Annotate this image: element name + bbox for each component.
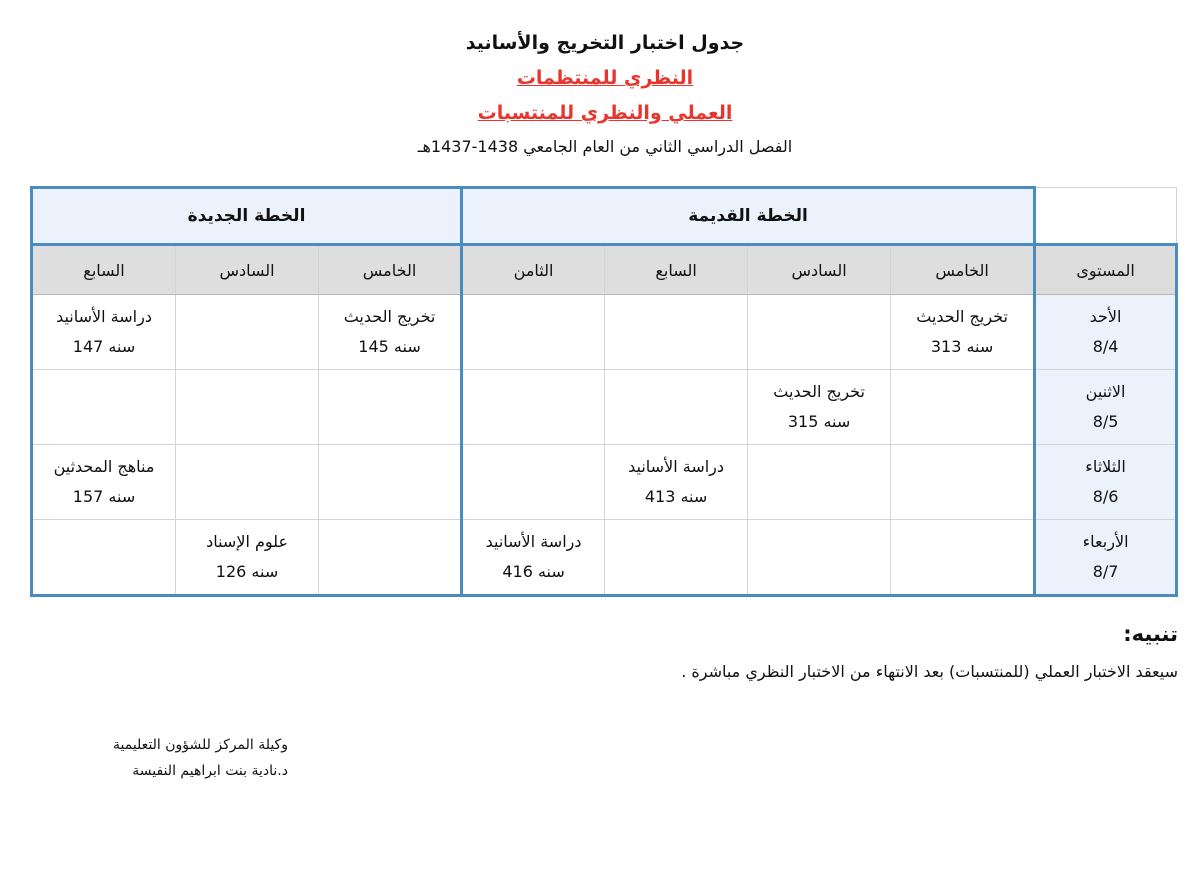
course-name: تخريج الحديث xyxy=(343,307,436,326)
exam-cell xyxy=(605,445,748,520)
signature-name: د.نادية بنت ابراهيم النفيسة xyxy=(132,763,288,779)
day-row-wednesday xyxy=(32,520,1177,596)
exam-cell xyxy=(748,370,891,445)
level-new-6: السادس xyxy=(176,245,319,295)
course-name: دراسة الأسانيد xyxy=(56,307,152,326)
day-cell xyxy=(1035,370,1177,445)
subtitle-theory: النظري للمنتظمات xyxy=(516,67,694,89)
notice-body: سيعقد الاختبار العملي (للمنتسبات) بعد الانتهاء من الاختبار النظري مباشرة . xyxy=(681,662,1178,681)
exam-cell xyxy=(462,295,605,370)
level-header: المستوى xyxy=(1035,245,1177,295)
course-name: علوم الإسناد xyxy=(206,532,288,551)
exam-cell xyxy=(319,295,462,370)
exam-cell xyxy=(32,295,176,370)
exam-cell xyxy=(176,295,319,370)
exam-cell xyxy=(748,295,891,370)
day-row-sunday xyxy=(32,295,1177,370)
term-line: الفصل الدراسي الثاني من العام الجامعي 1438-1437هـ xyxy=(417,137,793,156)
day-row-tuesday xyxy=(32,445,1177,520)
levels-row xyxy=(32,245,1177,295)
day-date: 8/5 xyxy=(1092,412,1119,431)
day-cell xyxy=(1035,520,1177,596)
course-name: دراسة الأسانيد xyxy=(485,532,582,551)
exam-cell xyxy=(319,370,462,445)
course-code: سنه 145 xyxy=(358,337,421,356)
signature-block xyxy=(28,732,288,784)
exam-cell xyxy=(748,445,891,520)
new-plan-header: الخطة الجديدة xyxy=(32,188,462,245)
exam-schedule-table xyxy=(30,186,1178,597)
course-code: سنه 126 xyxy=(215,562,279,581)
exam-cell xyxy=(462,370,605,445)
day-cell xyxy=(1035,295,1177,370)
exam-cell xyxy=(462,445,605,520)
old-plan-header: الخطة القديمة xyxy=(462,188,1035,245)
course-code: سنه 147 xyxy=(72,337,136,356)
exam-cell xyxy=(891,295,1035,370)
exam-cell xyxy=(605,295,748,370)
day-cell xyxy=(1035,445,1177,520)
exam-cell xyxy=(605,520,748,596)
subtitle-practical: العملي والنظري للمنتسبات xyxy=(477,102,733,124)
exam-cell xyxy=(319,520,462,596)
level-old-5: الخامس xyxy=(891,245,1035,295)
day-row-monday xyxy=(32,370,1177,445)
course-code: سنه 416 xyxy=(502,562,565,581)
notice-title: تنبيه: xyxy=(1123,622,1178,646)
exam-cell xyxy=(748,520,891,596)
exam-cell xyxy=(176,520,319,596)
corner-cell xyxy=(1035,188,1177,245)
course-name: تخريج الحديث xyxy=(916,307,1008,326)
exam-cell xyxy=(319,445,462,520)
day-date: 8/6 xyxy=(1092,487,1119,506)
level-old-6: السادس xyxy=(748,245,891,295)
exam-cell xyxy=(176,370,319,445)
exam-cell xyxy=(462,520,605,596)
schedule-title: جدول اختبار التخريج والأسانيد xyxy=(465,32,745,54)
day-name: الأربعاء xyxy=(1082,532,1129,551)
course-code: سنه 313 xyxy=(930,337,994,356)
course-name: دراسة الأسانيد xyxy=(628,457,725,476)
day-name: الاثنين xyxy=(1085,382,1126,401)
level-new-5: الخامس xyxy=(319,245,462,295)
level-old-8: الثامن xyxy=(462,245,605,295)
day-date: 8/7 xyxy=(1092,562,1119,581)
signature-role: وكيلة المركز للشؤون التعليمية xyxy=(113,737,288,753)
day-name: الأحد xyxy=(1089,307,1122,326)
exam-cell xyxy=(891,370,1035,445)
exam-cell xyxy=(32,445,176,520)
course-code: سنه 157 xyxy=(72,487,136,506)
course-name: تخريج الحديث xyxy=(773,382,865,401)
day-date: 8/4 xyxy=(1092,337,1119,356)
course-name: مناهج المحدثين xyxy=(53,457,155,476)
exam-cell xyxy=(605,370,748,445)
exam-cell xyxy=(32,520,176,596)
day-name: الثلاثاء xyxy=(1085,457,1126,476)
exam-cell xyxy=(891,520,1035,596)
course-code: سنه 315 xyxy=(787,412,851,431)
level-new-7: السابع xyxy=(32,245,176,295)
page-header xyxy=(0,26,1200,163)
exam-cell xyxy=(32,370,176,445)
plan-header-row xyxy=(32,188,1177,245)
exam-cell xyxy=(176,445,319,520)
level-old-7: السابع xyxy=(605,245,748,295)
course-code: سنه 413 xyxy=(644,487,708,506)
exam-cell xyxy=(891,445,1035,520)
